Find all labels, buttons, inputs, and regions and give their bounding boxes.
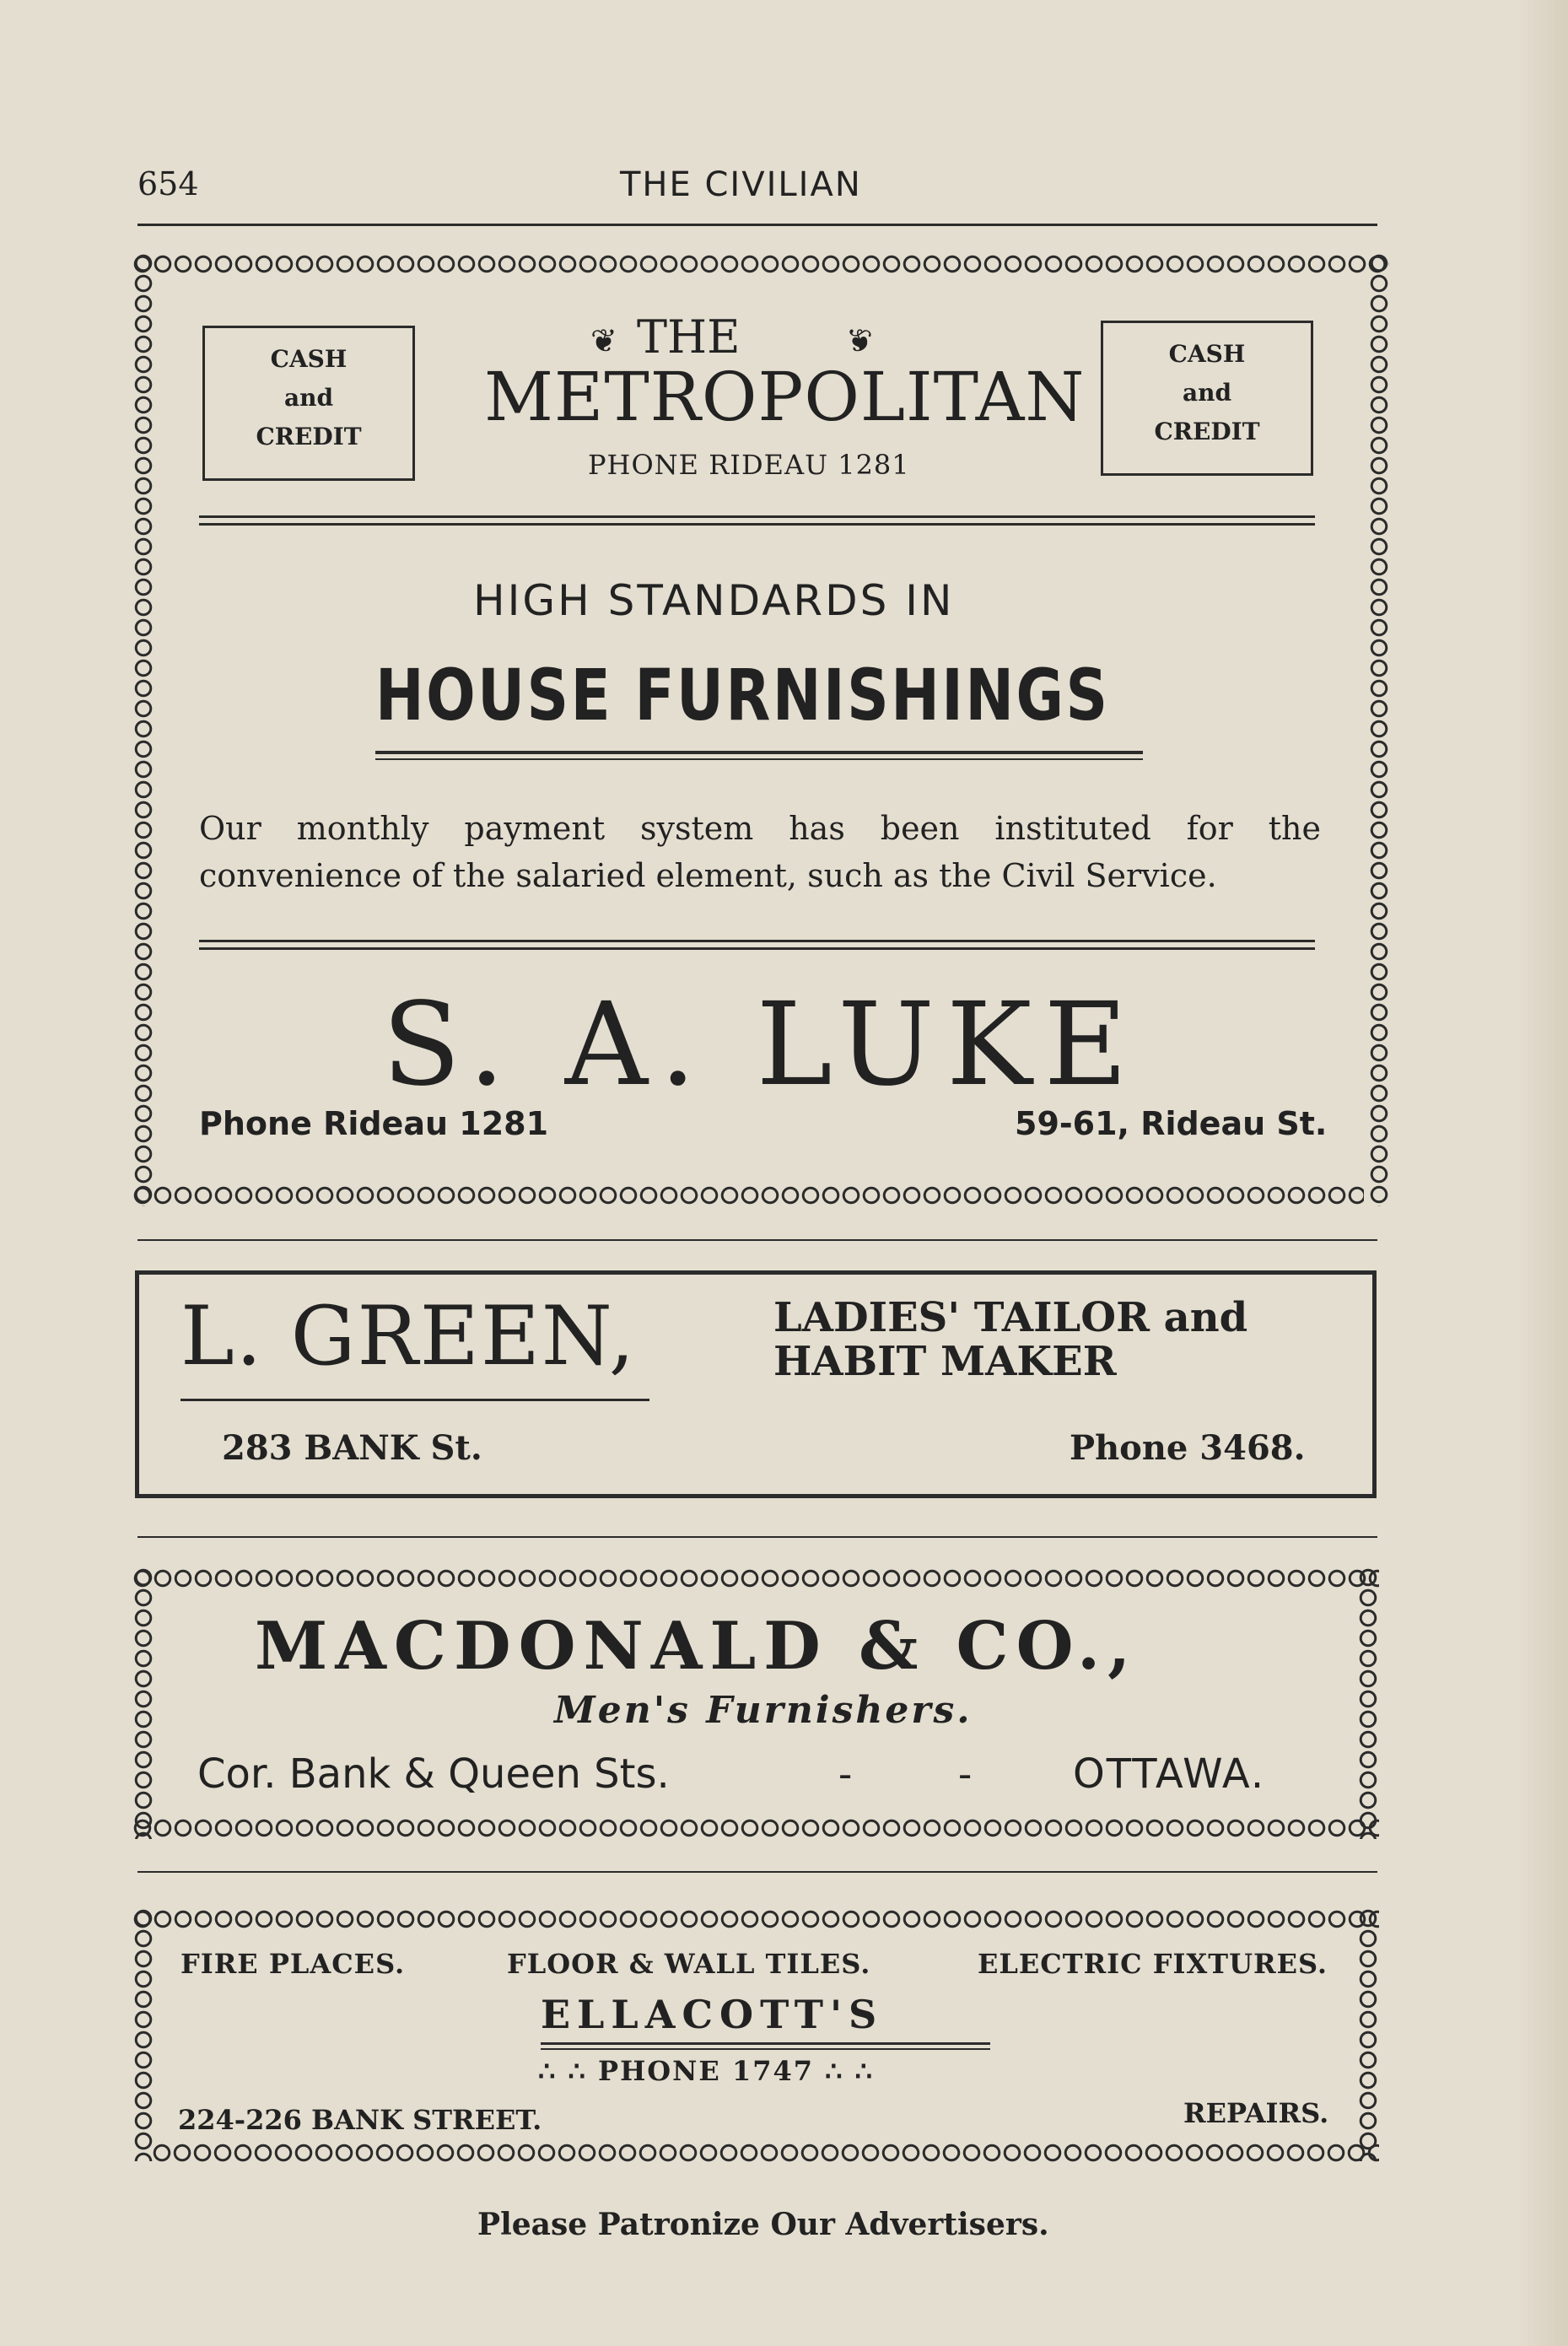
credit-label: CREDIT [256,423,362,450]
tailor-phone: Phone 3468. [1070,1428,1306,1468]
headline-underline [375,751,1143,754]
separator-dash: - [958,1750,973,1798]
service-fire-places: FIRE PLACES. [181,1948,406,1980]
metropolitan-the: THE [637,310,741,364]
footer-note: Please Patronize Our Advertisers. [477,2207,1049,2242]
page-edge-shadow [1517,0,1568,2346]
headline: HOUSE FURNISHINGS [375,654,1110,736]
chain-border-bottom [152,2142,1379,2164]
payment-description: Our monthly payment system has been instituted for the convenience of the salaried element, such as the Civil Service. [199,810,1321,894]
chain-border-left [132,1567,154,1839]
macdonald-subtitle: Men's Furnishers. [554,1689,973,1732]
chain-border-top [132,1908,1379,1930]
and-label: and [283,384,334,412]
ellacott-underline [541,2042,990,2045]
section-divider [137,1239,1377,1241]
tailor-tagline-line-1: LADIES' TAILOR and [773,1294,1248,1341]
cash-label: CASH [1168,340,1246,368]
page-number: 654 [137,165,199,202]
ellacott-repairs: REPAIRS. [1183,2097,1329,2129]
proprietor-name: S. A. LUKE [382,979,1140,1112]
chain-border-top [132,253,1389,275]
chain-border-right [1368,253,1390,1206]
tailor-name-underline [181,1399,649,1401]
macdonald-name: MACDONALD & CO., [255,1608,1139,1685]
tailor-tagline [773,1296,1247,1383]
chain-border-bottom [132,1817,1379,1839]
ellacott-phone: ∴ ∴ PHONE 1747 ∴ ∴ [538,2055,875,2087]
chain-border-top [132,1567,1379,1589]
double-rule-bottom-2 [199,947,1315,950]
service-electric: ELECTRIC FIXTURES. [978,1948,1328,1980]
chain-border-right [1357,1567,1379,1839]
metropolitan-phone: PHONE RIDEAU 1281 [588,449,910,481]
metropolitan-name: METROPOLITAN [484,358,1086,436]
macdonald-address: Cor. Bank & Queen Sts. [197,1750,670,1798]
headline-underline-2 [375,758,1143,760]
double-rule-bottom [199,940,1315,942]
tailor-tagline-line-2: HABIT MAKER [773,1338,1117,1385]
ellacott-address: 224-226 BANK STREET. [178,2104,542,2136]
chain-border-left [132,253,154,1206]
chain-border-left [132,1908,154,2161]
macdonald-city: OTTAWA. [1073,1750,1266,1798]
proprietor-address: 59-61, Rideau St. [1015,1105,1328,1142]
cash-credit-box-right [1101,321,1313,476]
ornament-left-icon: ❦ [590,322,617,359]
chain-border-bottom [132,1184,1364,1206]
section-divider [137,1536,1377,1538]
double-rule-top-2 [199,523,1315,526]
service-tiles: FLOOR & WALL TILES. [507,1948,871,1980]
cash-credit-box-left [202,326,415,481]
ellacott-underline-2 [541,2048,990,2050]
section-divider [137,1871,1377,1873]
chain-border-right [1357,1908,1379,2161]
and-label: and [1182,379,1232,407]
ellacott-name: ELLACOTT'S [541,1992,884,2037]
cash-label: CASH [270,345,348,373]
tailor-address: 283 BANK St. [222,1428,482,1468]
credit-label: CREDIT [1154,418,1260,445]
page-header-title: THE CIVILIAN [620,165,862,204]
ornament-right-icon: ❦ [846,322,873,359]
tailor-name: L. GREEN, [181,1289,637,1383]
tagline: HIGH STANDARDS IN [473,576,955,625]
double-rule-top [199,515,1315,518]
header-rule [137,224,1377,226]
proprietor-phone: Phone Rideau 1281 [199,1105,549,1142]
separator-dash: - [838,1750,853,1798]
